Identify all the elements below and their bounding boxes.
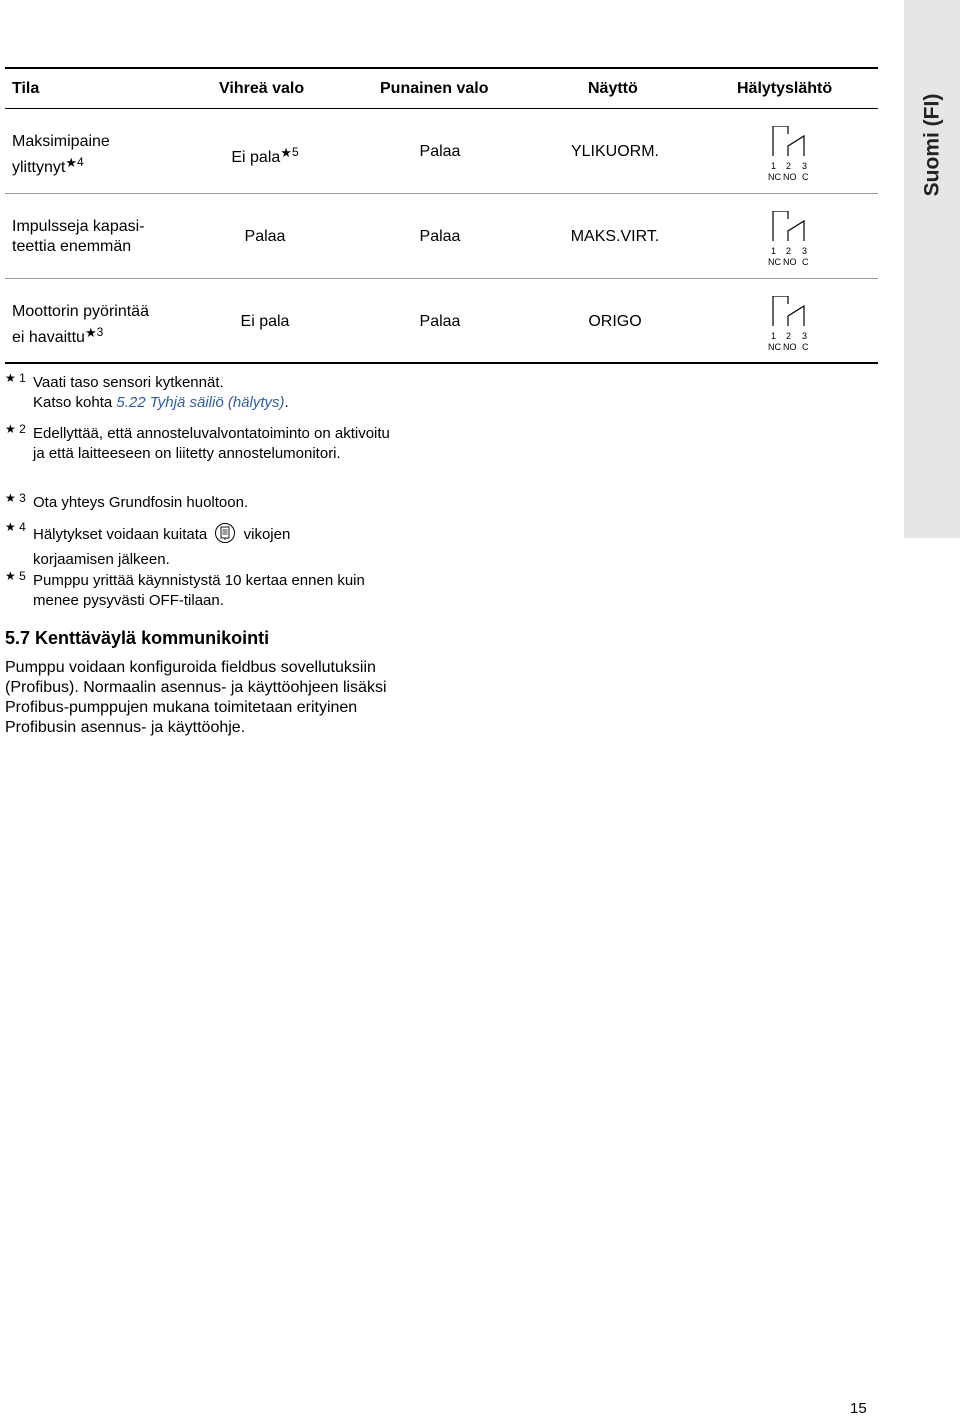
table-row-red: Palaa [419,143,461,160]
table-row-divider [5,278,878,279]
terminal-label: 3 [802,331,808,341]
table-header-state: Tila [12,80,40,97]
relay-contact-icon [760,211,820,267]
footnote-span: Hälytykset voidaan kuitata [33,526,208,543]
reset-button-icon [214,522,236,550]
green-value: Ei pala [231,149,281,166]
section-link[interactable]: 5.22 Tyhjä säiliö (hälytys) [116,393,285,411]
table-row-display: MAKS.VIRT. [570,228,660,245]
table-row-state [12,132,110,178]
table-header-rule [5,108,878,109]
footnote-span: . [284,393,289,411]
footnote [5,373,435,412]
footnote [5,571,435,610]
footnote-mark: ★ 3 [5,491,26,505]
footnote-star-icon: ★ [65,155,77,170]
state-line: teettia enemmän [12,238,132,255]
table-row-red: Palaa [419,228,461,245]
footnote [5,424,435,463]
language-tab-label-wrap [904,0,960,290]
footnote-text [33,522,435,569]
table-row-divider [5,193,878,194]
contact-label: NO [783,172,797,182]
footnote-number: 1 [19,371,26,385]
contact-label: C [802,257,809,267]
table-row-state [12,302,149,348]
footnote-mark: ★ 2 [5,422,26,436]
footnote-line [33,522,435,550]
footnote-star-icon: ★ [84,325,97,340]
footnote-ref: 5 [291,145,299,159]
language-tab-label: Suomi (FI) [920,93,943,197]
footnote-mark: ★ 5 [5,569,26,583]
table-header-alarm-output: Hälytyslähtö [737,80,833,97]
footnote-number: 5 [19,569,26,583]
footnote [5,493,435,513]
terminal-label: 1 [771,331,777,341]
contact-label: NO [783,342,797,352]
table-top-rule [5,67,878,69]
table-row-red: Palaa [419,313,461,330]
footnote-span: vikojen [243,526,291,543]
footnote-text: Ota yhteys Grundfosin huoltoon. [33,494,249,511]
footnote-span: Katso kohta [33,393,117,411]
terminal-label: 3 [802,161,808,171]
table-header-green: Vihreä valo [219,80,305,97]
footnote-number: 4 [19,520,26,534]
table-header-red: Punainen valo [380,80,489,97]
relay-contact-icon [760,296,820,352]
footnote-text: Pumppu yrittää käynnistystä 10 kertaa ennen kuin menee pysyvästi OFF-tilaan. [33,572,365,609]
table-header-display: Näyttö [588,80,638,97]
relay-contact-icon [760,126,820,182]
table-row-state [12,217,145,257]
contact-label: NC [768,257,781,267]
footnote-mark: ★ 4 [5,520,26,534]
table-row-green: Palaa [244,228,286,245]
state-line: ylittynyt [12,159,66,176]
table-row-green [180,142,350,168]
footnote-number: 3 [19,491,26,505]
terminal-label: 2 [786,331,792,341]
state-line: Impulsseja kapasi- [12,218,145,235]
contact-label: NC [768,172,781,182]
contact-label: C [802,342,809,352]
state-line: ei havaittu [12,329,85,346]
contact-label: C [802,172,809,182]
terminal-label: 2 [786,246,792,256]
state-line: Moottorin pyörintää [12,303,149,320]
section-title: 5.7 Kenttäväylä kommunikointi [5,628,270,648]
table-row-display: YLIKUORM. [570,143,659,160]
footnote-text: Edellyttää, että annosteluvalvontatoiminto on aktivoitu ja että laitteeseen on liitetty annostelumonitori. [33,425,390,462]
footnote-number: 2 [19,422,26,436]
terminal-label: 1 [771,161,777,171]
state-line: Maksimipaine [12,133,110,150]
footnote-star-icon: ★ [280,145,292,160]
section-body: Pumppu voidaan konfiguroida fieldbus sovellutuksiin (Profibus). Normaalin asennus- ja käyttöohjeen lisäksi Profibus-pumppujen mukana toimitetaan erityinen Profibusin asennus- ja käyttöohje. [5,659,387,736]
table-row-display: ORIGO [588,313,642,330]
footnote-text [33,373,435,412]
terminal-label: 1 [771,246,777,256]
footnote [5,522,435,569]
terminal-label: 3 [802,246,808,256]
page-number: 15 [850,1400,867,1417]
footnote-line: korjaamisen jälkeen. [33,550,170,568]
footnote-ref: 4 [77,155,84,169]
footnote-line: Vaati taso sensori kytkennät. [33,374,224,391]
contact-label: NC [768,342,781,352]
footnote-ref: 3 [96,325,104,339]
contact-label: NO [783,257,797,267]
terminal-label: 2 [786,161,792,171]
footnote-mark: ★ 1 [5,371,26,385]
table-bottom-rule [5,362,878,364]
footnote-line [33,393,435,413]
table-row-green: Ei pala [240,313,290,330]
